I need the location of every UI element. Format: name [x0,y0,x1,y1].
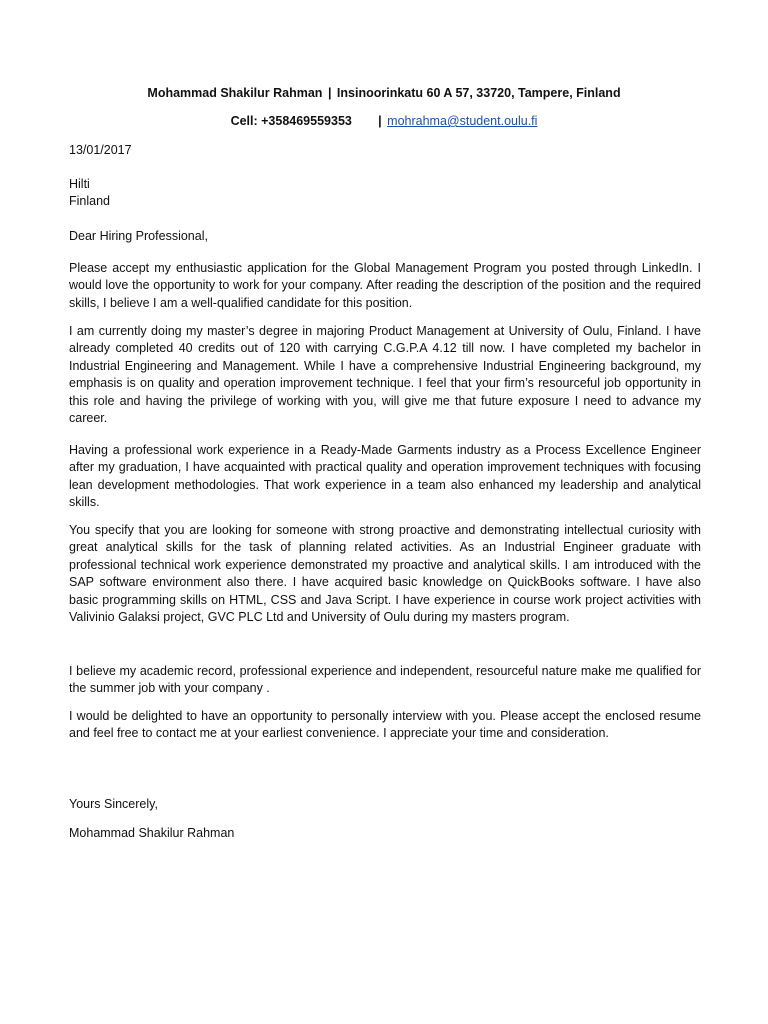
header-line-2 [0,114,768,128]
recipient-country: Finland [69,194,110,208]
paragraph-5: I believe my academic record, professional experience and independent, resourceful nature make me qualified for the summer job with your company . [69,664,701,696]
signature-name: Mohammad Shakilur Rahman [69,826,235,840]
recipient-company: Hilti [69,177,90,191]
closing: Yours Sincerely, [69,797,158,811]
salutation: Dear Hiring Professional, [69,229,208,243]
sender-email-link[interactable]: mohrahma@student.oulu.fi [387,114,538,128]
sender-phone: Cell: +358469559353 [230,114,352,128]
letter-date: 13/01/2017 [69,143,132,157]
paragraph-4: You specify that you are looking for someone with strong proactive and demonstrating intellectual curiosity with great analytical skills for the task of planning related activities. As an Industrial Engineer graduate with professional technical work experience demonstrated my proactive and analytical skills. I am introduced with the SAP software environment also there. I have acquired basic knowledge on QuickBooks software. I have also basic programming skills on HTML, CSS and Java Script. I have experience in course work project activities with Valivinio Galaksi project, GVC PLC Ltd and University of Oulu during my masters program. [69,523,701,625]
header-separator-2: | [378,114,382,128]
paragraph-6: I would be delighted to have an opportunity to personally interview with you. Please accept the enclosed resume and feel free to contact me at your earliest convenience. I appreciate your time and consideration. [69,709,701,741]
sender-address: Insinoorinkatu 60 A 57, 33720, Tampere, Finland [336,86,621,100]
header-separator: | [327,86,332,100]
paragraph-1: Please accept my enthusiastic application for the Global Management Program you posted through LinkedIn. I would love the opportunity to work for your company. After reading the description of the position and the required skills, I believe I am a well-qualified candidate for this position. [69,261,701,310]
paragraph-3: Having a professional work experience in a Ready-Made Garments industry as a Process Excellence Engineer after my graduation, I have acquainted with practical quality and operation improvement techniques with focusing lean development methodologies. That work experience in a team also enhanced my leadership and analytical skills. [69,443,701,510]
sender-name: Mohammad Shakilur Rahman [147,86,323,100]
header-line-1 [0,86,768,100]
paragraph-2: I am currently doing my master’s degree in majoring Product Management at University of Oulu, Finland. I have already completed 40 credits out of 120 with carrying C.G.P.A 4.12 till now. I have completed my bachelor in Industrial Engineering and Management. While I have a comprehensive Industrial Engineering background, my emphasis is on quality and operation improvement technique. I feel that your firm’s resourceful job opportunity in this role and having the privilege of working with you, will give me that future exposure I need to advance my career. [69,324,701,426]
